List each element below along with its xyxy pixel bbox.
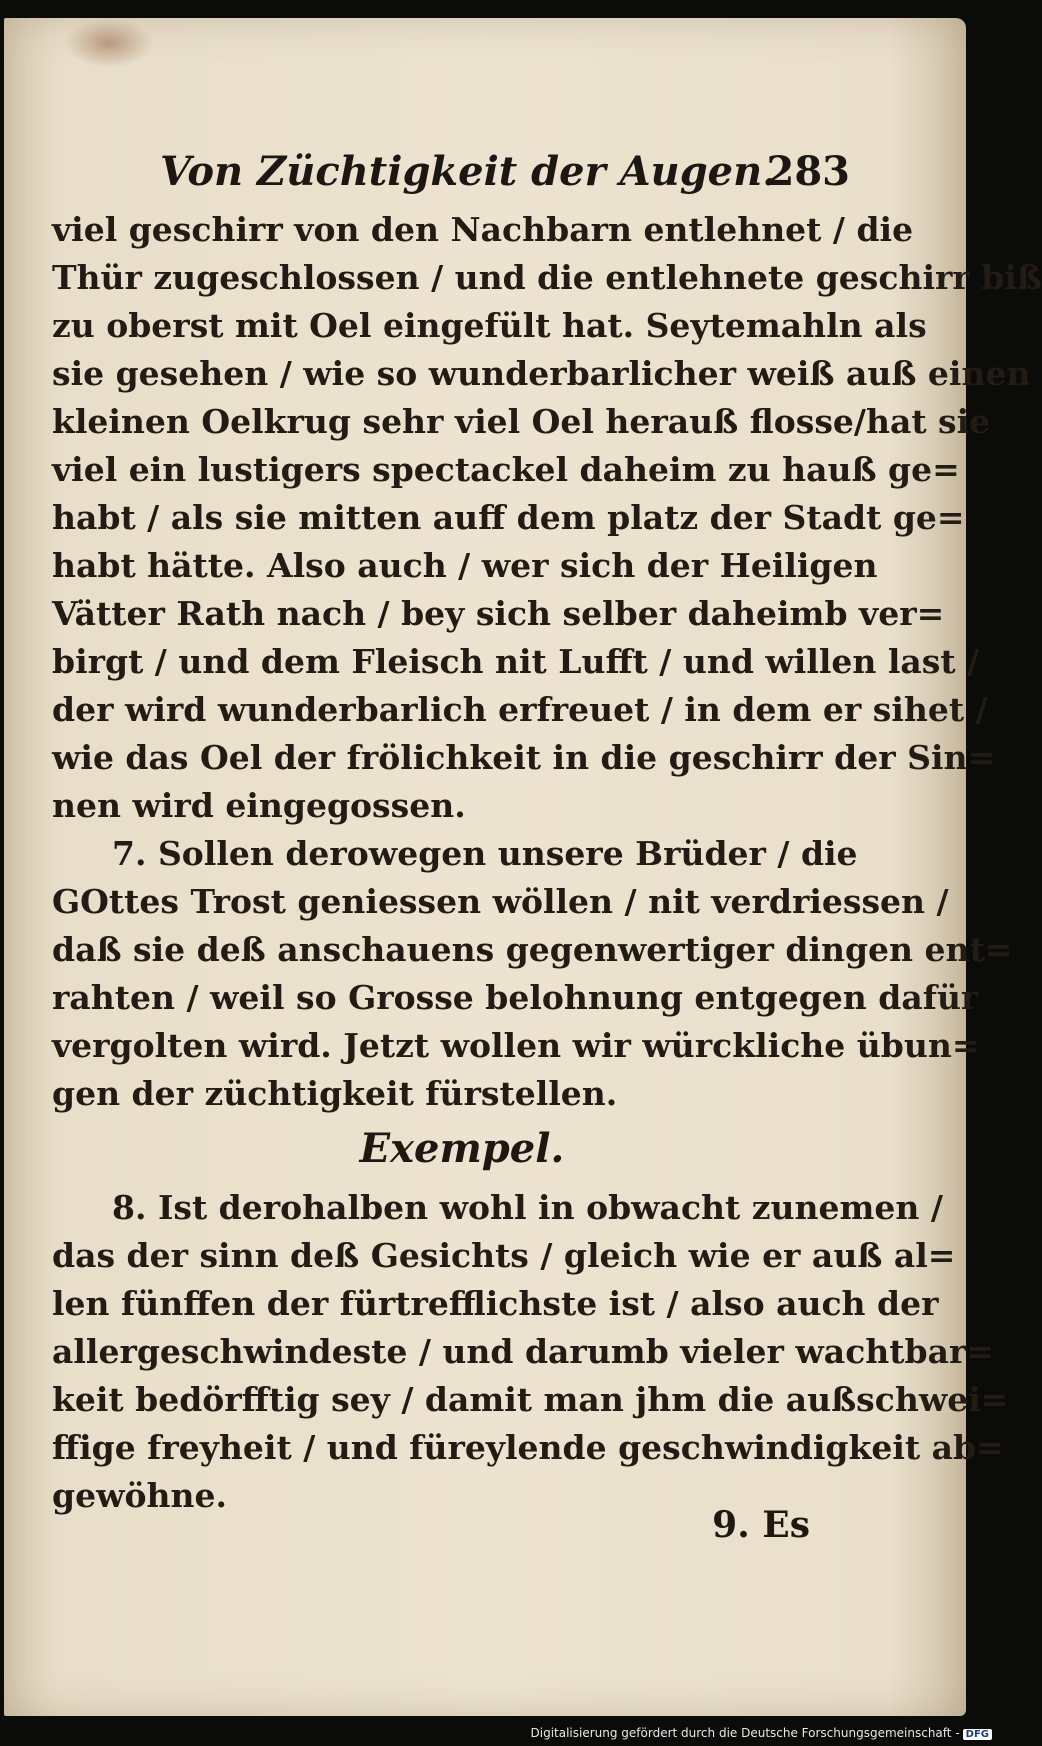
text-line: gewöhne. [52,1476,227,1515]
text-line: birgt / und dem Fleisch nit Lufft / und willen last / [52,642,980,681]
running-header [150,140,850,200]
paragraph-main [52,206,1042,1118]
catchword: 9. Es [712,1504,810,1546]
text-line: gen der züchtigkeit fürstellen. [52,1074,618,1113]
running-title: Von Züchtigkeit der Augen. [160,148,777,195]
text-line: das der sinn deß Gesichts / gleich wie er auß al= [52,1236,956,1275]
section-heading: Exempel. [359,1125,565,1172]
text-line: vergolten wird. Jetzt wollen wir würckliche übun= [52,1026,980,1065]
dfg-logo-icon: DFG [963,1729,992,1740]
text-line: nen wird eingegossen. [52,786,466,825]
text-line: allergeschwindeste / und darumb vieler wachtbar= [52,1332,995,1371]
paragraph-exempel [52,1184,1009,1520]
text-line: ffige freyheit / und füreylende geschwindigkeit ab= [52,1428,1004,1467]
text-line: daß sie deß anschauens gegenwertiger dingen ent= [52,930,1013,969]
text-line: viel geschirr von den Nachbarn entlehnet / die [52,210,914,249]
text-line: viel ein lustigers spectackel daheim zu hauß ge= [52,450,960,489]
credit-text: Digitalisierung gefördert durch die Deutsche Forschungsgemeinschaft - [530,1726,960,1740]
text-line: sie gesehen / wie so wunderbarlicher weiß auß einen [52,354,1031,393]
text-line: Thür zugeschlossen / und die entlehnete geschirr biß [52,258,1042,297]
text-line: len fünffen der fürtrefflichste ist / also auch der [52,1284,939,1323]
text-line: 8. Ist derohalben wohl in obwacht zunemen / [112,1188,943,1227]
text-line: habt / als sie mitten auff dem platz der Stadt ge= [52,498,965,537]
page-number: 283 [766,148,850,195]
text-line: habt hätte. Also auch / wer sich der Heiligen [52,546,878,585]
text-line: 7. Sollen derowegen unsere Brüder / die [112,834,858,873]
text-line: der wird wunderbarlich erfreuet / in dem er sihet / [52,690,988,729]
text-line: Vätter Rath nach / bey sich selber daheimb ver= [52,594,945,633]
text-line: rahten / weil so Grosse belohnung entgegen dafür [52,978,979,1017]
text-line: GOttes Trost geniessen wöllen / nit verdriessen / [52,882,949,921]
digitization-credit [531,1726,993,1740]
text-line: zu oberst mit Oel eingefült hat. Seytemahln als [52,306,927,345]
text-line: wie das Oel der frölichkeit in die geschirr der Sin= [52,738,996,777]
text-line: keit bedörfftig sey / damit man jhm die außschwei= [52,1380,1009,1419]
text-line: kleinen Oelkrug sehr viel Oel herauß flosse/hat sie [52,402,991,441]
page-stain [64,18,154,68]
